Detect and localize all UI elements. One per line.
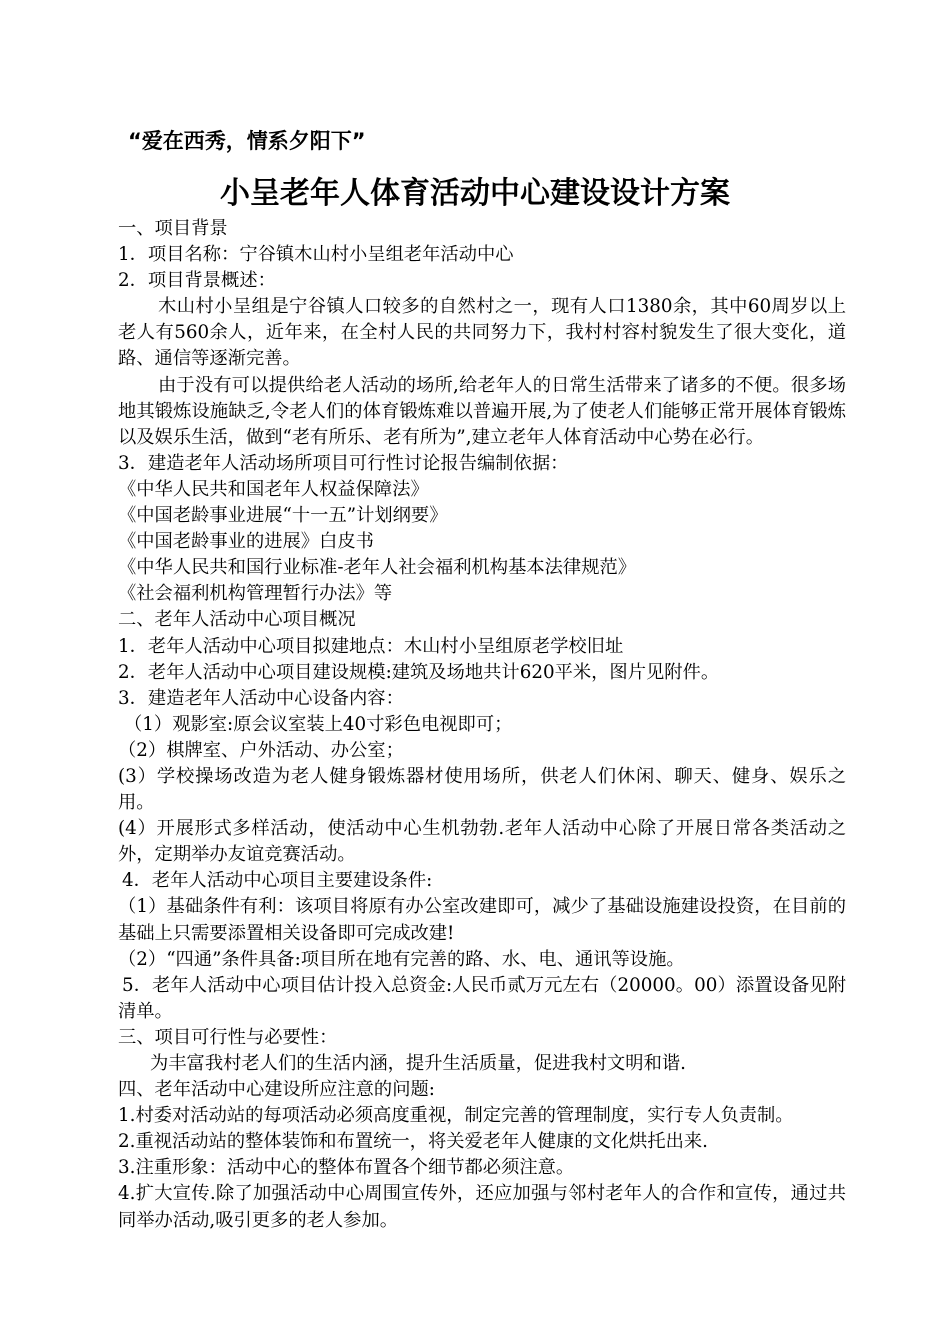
basis-heading: 3．建造老年人活动场所项目可行性讨论报告编制依据： — [118, 452, 569, 474]
condition-item: （1）基础条件有利：该项目将原有办公室改建即可，减少了基础设施建设投资，在目前的基础上只需要添置相关设备即可完成改建! — [118, 896, 846, 944]
document-body — [118, 216, 846, 1234]
basis-item: 《中国老龄事业进展“十一五”计划纲要》 — [118, 505, 448, 527]
equipment-item: (4）开展形式多样活动，使活动中心生机勃勃.老年人活动中心除了开展日常各类活动之外，定期举办友谊竞赛活动。 — [118, 818, 846, 866]
basis-item: 《中华人民共和国老年人权益保障法》 — [118, 478, 429, 500]
feasibility-paragraph: 为丰富我村老人们的生活内涵，提升生活质量，促进我村文明和谐. — [150, 1053, 686, 1074]
overview-location: 1．老年人活动中心项目拟建地点：木山村小呈组原老学校旧址 — [118, 635, 624, 657]
equipment-item: （1）观影室:原会议室装上40寸彩色电视即可； — [124, 713, 513, 735]
issue-item: 2.重视活动站的整体装饰和布置统一，将关爱老年人健康的文化烘托出来. — [118, 1131, 708, 1153]
section-heading-issues: 四、老年活动中心建设所应注意的问题: — [118, 1079, 435, 1101]
background-paragraph-1: 木山村小呈组是宁谷镇人口较多的自然村之一，现有人口1380余，其中60周岁以上老人有560余人，近年来，在全村人民的共同努力下，我村村容村貌发生了很大变化，道路、通信等逐渐完善。 — [118, 296, 846, 370]
overview-scale: 2．老年人活动中心项目建设规模:建筑及场地共计620平米，图片见附件。 — [118, 661, 720, 683]
basis-item: 《中华人民共和国行业标准-老年人社会福利机构基本法律规范》 — [118, 557, 637, 579]
background-overview-heading: 2．项目背景概述： — [118, 270, 276, 292]
equipment-item: （2）棋牌室、户外活动、办公室； — [118, 739, 404, 761]
issue-item: 1.村委对活动站的每项活动必须高度重视，制定完善的管理制度，实行专人负责制。 — [118, 1105, 794, 1127]
investment-item: 5．老年人活动中心项目估计投入总资金:人民币贰万元左右（20000。00）添置设备见附清单。 — [118, 974, 846, 1022]
equipment-heading: 3．建造老年人活动中心设备内容： — [118, 687, 404, 709]
project-name: 1．项目名称：宁谷镇木山村小呈组老年活动中心 — [118, 244, 514, 266]
section-heading-background: 一、项目背景 — [118, 218, 228, 239]
conditions-heading: 4．老年人活动中心项目主要建设条件: — [122, 870, 433, 892]
basis-item: 《社会福利机构管理暂行办法》等 — [118, 583, 393, 605]
condition-item: （2）“四通”条件具备:项目所在地有完善的路、水、电、通讯等设施。 — [118, 948, 685, 970]
section-heading-overview: 二、老年人活动中心项目概况 — [118, 609, 356, 631]
equipment-item: (3）学校操场改造为老人健身锻炼器材使用场所，供老人们休闲、聊天、健身、娱乐之用。 — [118, 765, 846, 814]
issue-item: 4.扩大宣传.除了加强活动中心周围宣传外，还应加强与邻村老年人的合作和宣传，通过共同举办活动,吸引更多的老人参加。 — [118, 1183, 846, 1231]
slogan: “爱在西秀，情系夕阳下” — [128, 129, 366, 153]
section-heading-feasibility: 三、项目可行性与必要性： — [118, 1026, 338, 1048]
background-paragraph-2: 由于没有可以提供给老人活动的场所,给老年人的日常生活带来了诸多的不便。很多场地其锻炼设施缺乏,令老人们的体育锻炼难以普遍开展,为了使老人们能够正常开展体育锻炼以及娱乐生活，做到“老有所乐、老有所为”,建立老年人体育活动中心势在必行。 — [118, 374, 846, 448]
basis-item: 《中国老龄事业的进展》白皮书 — [118, 531, 374, 553]
issue-item: 3.注重形象：活动中心的整体布置各个细节都必须注意。 — [118, 1157, 575, 1179]
document-title: 小呈老年人体育活动中心建设设计方案 — [220, 176, 730, 211]
